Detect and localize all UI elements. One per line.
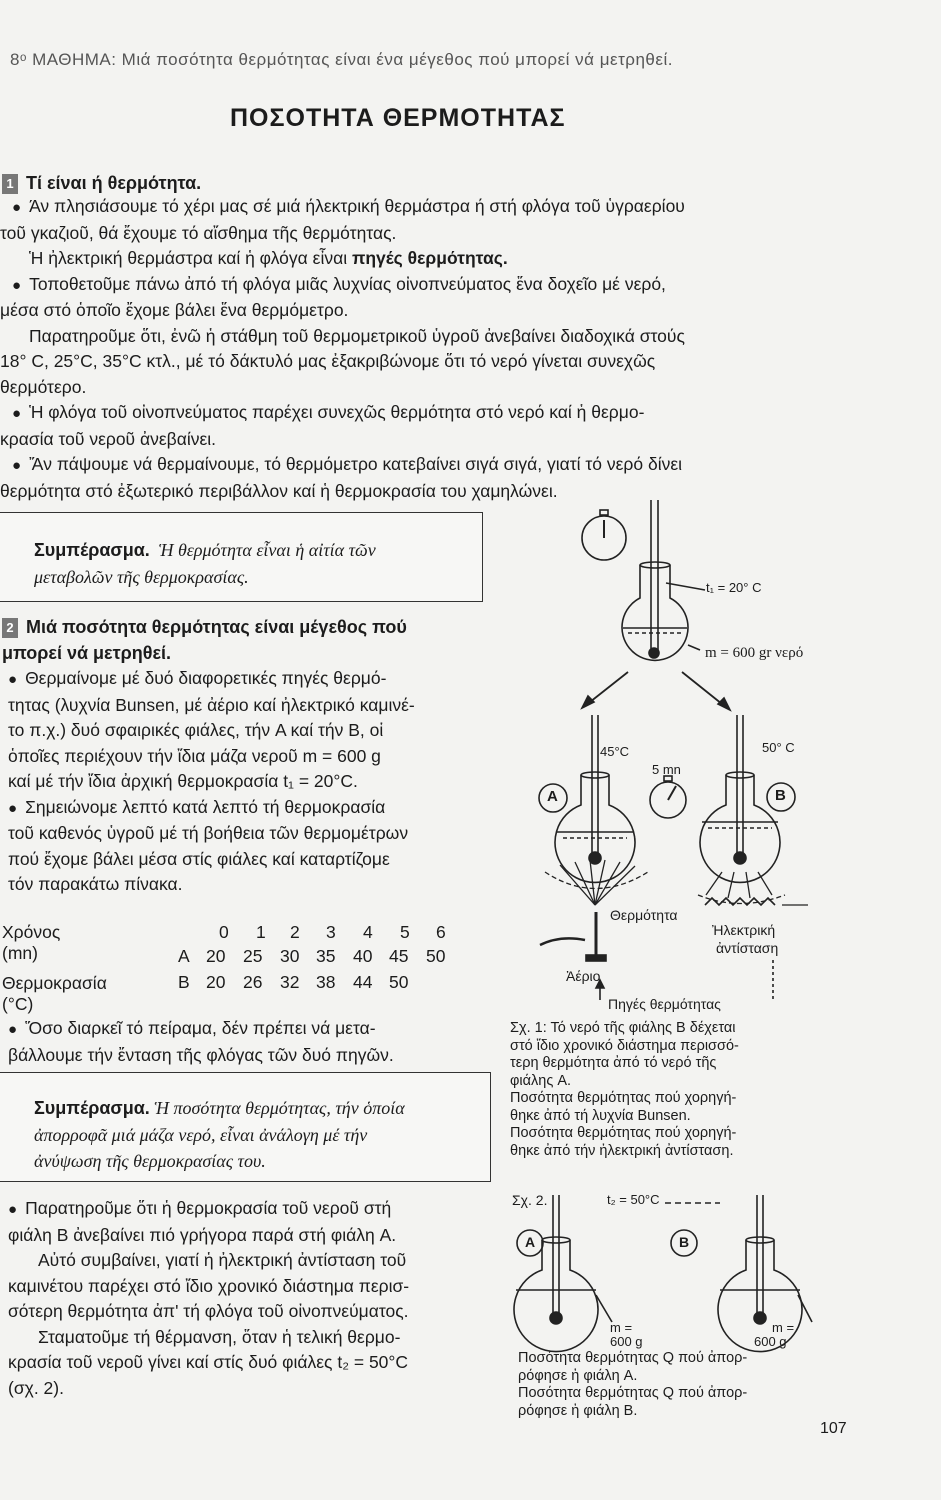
caption-line: Ποσότητα θερμότητας πού χορηγή- <box>510 1125 737 1141</box>
conclusion-label: Συμπέρασμα. <box>34 540 150 560</box>
section2-line: Ὅσο διαρκεῖ τό πείραμα, δέν πρέπει νά μετα- <box>25 1018 376 1038</box>
section2-line: Σταματοῦμε τή θέρμανση, ὅταν ἡ τελική θερμο- <box>38 1326 401 1347</box>
figure2-diagram <box>514 1195 812 1352</box>
row-a-cell: 35 <box>316 946 336 966</box>
conclusion-text: ἀπορροφᾶ μιά μάζα νερό, εἶναι ἀνάλογη μέ τήν <box>34 1125 368 1145</box>
section2-line: βάλλουμε τήν ἔνταση τῆς φλόγας τῶν δυό πηγῶν. <box>8 1044 394 1065</box>
caption-line: Ποσότητα θερμότητας Q πού ἀπορ- <box>518 1350 748 1366</box>
section1-line: θερμότερο. <box>0 376 87 397</box>
flask-b-badge-label: B <box>775 787 786 804</box>
caption-line: στό ἴδιο χρονικό διάστημα περισσό- <box>510 1037 739 1054</box>
heat-sources-term: πηγές θερμότητας. <box>351 248 508 268</box>
bullet-icon: ● <box>12 457 22 474</box>
fig2-flask-b-label: B <box>679 1234 690 1250</box>
mass-label: m = 600 gr νερό <box>705 645 804 661</box>
section1-line: Ἄν πάψουμε νά θερμαίνουμε, τό θερμόμετρο κατεβαίνει σιγά σιγά, γιατί τό νερό δίνει <box>29 454 683 474</box>
row-b-cell: 20 <box>206 972 226 992</box>
heat-label: Θερμότητα <box>610 907 678 923</box>
section1-heading-text: Τί είναι ή θερμότητα. <box>26 173 202 193</box>
arrowhead-icon <box>718 698 730 710</box>
section1-line: Άν πλησιάσουμε τό χέρι μας σέ μιά ήλεκτρική θερμάστρα ή στή φλόγα τοῦ ὑγραερίου <box>29 196 685 216</box>
mass-leader <box>688 645 700 650</box>
fig2-label: Σχ. 2. <box>512 1192 548 1208</box>
conclusion-text: Ἡ θερμότητα εἶναι ἡ αἰτία τῶν <box>158 540 376 560</box>
conclusion-label: Συμπέρασμα. <box>34 1098 150 1118</box>
time-cell: 4 <box>363 922 373 942</box>
arrowhead-icon <box>582 696 594 708</box>
conclusion-text: μεταβολῶν τῆς θερμοκρασίας. <box>34 567 249 587</box>
section1-line: Παρατηροῦμε ὅτι, ἐνῶ ἡ στάθμη τοῦ θερμομετρικοῦ ὑγροῦ ἀνεβαίνει διαδοχικά στούς <box>29 325 685 346</box>
section1-number: 1 <box>2 174 18 194</box>
section2-number: 2 <box>2 618 18 638</box>
lesson-header: 8ᵒ ΜΑΘΗΜΑ: Μιά ποσότητα θερμότητας είναι ένα μέγεθος πού μπορεί νά μετρηθεί. <box>10 50 673 69</box>
row-a-cell: 25 <box>243 946 263 966</box>
flask-top-icon <box>622 500 688 660</box>
flask-b-temp: 50° C <box>762 740 795 755</box>
section1-line: θερμότητα στό ἐξωτερικό περιβάλλον καί ἡ θερμοκρασία του χαμηλώνει. <box>0 480 558 501</box>
fig2-mass-b-2: 600 g <box>754 1334 787 1349</box>
row-b-cell: 26 <box>243 972 263 992</box>
time-cell: 0 <box>219 922 229 942</box>
bullet-icon: ● <box>12 405 22 422</box>
section2-line: καί μέ τήν ἴδια ἀρχική θερμοκρασία t₁ = 20°C. <box>8 771 358 791</box>
caption-line: θηκε ἀπό τήν ἠλεκτρική ἀντίσταση. <box>510 1142 734 1159</box>
caption-line: Σχ. 1: Τό νερό τῆς φιάλης B δέχεται <box>510 1020 736 1036</box>
bullet-icon: ● <box>8 799 18 817</box>
row-b-cell: 50 <box>389 972 409 992</box>
t1-leader <box>666 583 705 590</box>
row-a-cell: 30 <box>280 946 300 966</box>
bullet-icon: ● <box>8 671 18 688</box>
row-a-cell: 45 <box>389 946 409 966</box>
time-cell: 1 <box>256 922 266 942</box>
row-b-cell: 32 <box>280 972 300 992</box>
row-a-cell: 50 <box>426 946 446 966</box>
caption-line: θηκε ἀπό τή λυχνία Bunsen. <box>510 1107 691 1124</box>
caption-line: ρόφησε ἡ φιάλη A. <box>518 1367 638 1384</box>
bullet-icon: ● <box>12 199 22 216</box>
fig2-mass-a-1: m = <box>610 1320 633 1335</box>
flask-a-temp: 45°C <box>600 744 630 759</box>
time-cell: 2 <box>290 922 300 942</box>
caption-line: Ποσότητα θερμότητας πού χορηγή- <box>510 1090 737 1106</box>
section2-line: κρασία τοῦ νεροῦ γίνει καί στίς δυό φιάλες t₂ = 50°C <box>8 1352 409 1372</box>
row-a-label: A <box>178 946 190 966</box>
time-cell: 5 <box>400 922 410 942</box>
section2-line: ὁποῖες περιέχουν τήν ἴδια μάζα νεροῦ m = 600 g <box>8 745 381 766</box>
section1-line: τοῦ γκαζιοῦ, θά ἔχουμε τό αἴσθημα τῆς θερμότητας. <box>0 222 397 243</box>
stopwatch-crown <box>600 510 608 515</box>
section2-line: (σχ. 2). <box>8 1377 64 1398</box>
arrow-right-icon <box>682 672 722 704</box>
page-title: ΠΟΣΟΤΗΤΑ ΘΕΡΜΟΤΗΤΑΣ <box>230 104 566 132</box>
section2-heading-text: Μιά ποσότητα θερμότητας είναι μέγεθος πού <box>26 617 407 637</box>
section1-line: μέσα στό ὁποῖο ἔχομε βάλει ἕνα θερμόμετρο. <box>0 300 349 320</box>
row-b-label: B <box>178 972 190 992</box>
fig2-mass-b-1: m = <box>772 1320 795 1335</box>
caption-line: ρόφησε ἡ φιάλη B. <box>518 1402 638 1419</box>
resistance-heat-arrows-icon <box>698 872 808 905</box>
resistance-label-2: ἀντίσταση <box>716 940 779 956</box>
bullet-icon: ● <box>8 1021 18 1038</box>
section2-line: Παρατηροῦμε ὅτι ἡ θερμοκρασία τοῦ νεροῦ στή <box>25 1198 392 1218</box>
fig2-flask-a-icon <box>514 1195 598 1352</box>
section2-line: Αὐτό συμβαίνει, γιατί ἡ ἠλεκτρική ἀντίσταση τοῦ <box>38 1250 407 1270</box>
section2-line: τητας (λυχνία Bunsen, μέ ἀέριο καί ἠλεκτρικό καμινέ- <box>8 694 415 715</box>
figure2-caption <box>518 1350 828 1420</box>
section1-line: Ἡ φλόγα τοῦ οἰνοπνεύματος παρέχει συνεχῶς θερμότητα στό νερό καί ἡ θερμο- <box>29 402 645 422</box>
time-label: Χρόνος (mn) <box>2 922 61 963</box>
caption-line: Ποσότητα θερμότητας Q πού ἀπορ- <box>518 1385 748 1401</box>
section1-line: κρασία τοῦ νεροῦ ἀνεβαίνει. <box>0 428 217 449</box>
flask-a-badge-label: A <box>547 788 558 805</box>
section2-line: πού ἔχομε βάλει μέσα στίς φιάλες καί καταρτίζομε <box>8 848 390 869</box>
row-b-cell: 44 <box>353 972 373 992</box>
section2-heading-text: μπορεί νά μετρηθεί. <box>2 643 172 663</box>
section2-line: φιάλη B ἀνεβαίνει πιό γρήγορα παρά στή φιάλη A. <box>8 1224 397 1245</box>
time-label-5mn: 5 mn <box>652 762 681 777</box>
fig2-flask-a-label: A <box>525 1234 536 1250</box>
fig2-mass-a-2: 600 g <box>610 1334 643 1349</box>
section2-line: τοῦ καθενός ὑγροῦ μέ τή βοήθεια τῶν θερμομέτρων <box>8 823 409 843</box>
bullet-icon: ● <box>8 1201 18 1218</box>
temp-label: Θερμοκρασία (°C) <box>2 973 107 1014</box>
caption-line: φιάλης A. <box>510 1072 572 1089</box>
t2-label: t₂ = 50°C <box>607 1192 660 1207</box>
caption-line: τερη θερμότητα ἀπό τό νερό τῆς <box>510 1055 717 1071</box>
arrow-left-icon <box>590 672 628 702</box>
time-cell: 3 <box>326 922 336 942</box>
figure1-caption <box>510 1020 830 1160</box>
section2-line: Σημειώνομε λεπτό κατά λεπτό τή θερμοκρασία <box>25 796 386 817</box>
section2-line: σότερη θερμότητα ἀπ' τή φλόγα τοῦ οἰνοπνεύματος. <box>8 1301 409 1321</box>
section2-line: Θερμαίνομε μέ δυό διαφορετικές πηγές θερμό- <box>25 668 387 688</box>
time-cell: 6 <box>436 922 446 942</box>
t1-label: t₁ = 20° C <box>706 580 762 595</box>
gas-burner-icon <box>540 912 606 961</box>
section1-line: 18° C, 25°C, 35°C κτλ., μέ τό δάκτυλό μας ἐξακριβώνομε ὅτι τό νερό γίνεται συνεχῶς <box>0 351 656 371</box>
conclusion-text: ἀνύψωση τῆς θερμοκρασίας του. <box>34 1151 266 1171</box>
section2-line: καμινέτου παρέχει στό ἴδιο χρονικό διάστημα περισ- <box>8 1275 410 1296</box>
row-b-cell: 38 <box>316 972 336 992</box>
section2-line: το π.χ.) δυό σφαιρικές φιάλες, τήν A καί τήν B, οἱ <box>8 720 384 740</box>
gas-label: Ἀέριο <box>566 968 601 984</box>
sources-label: Πηγές θερμότητας <box>608 996 721 1012</box>
section2-line: τόν παρακάτω πίνακα. <box>8 874 183 894</box>
section1-line: Τοποθετοῦμε πάνω ἀπό τή φλόγα μιᾶς λυχνίας οἰνοπνεύματος ἕνα δοχεῖο μέ νερό, <box>29 273 666 294</box>
conclusion-text: Ἡ ποσότητα θερμότητας, τήν ὁποία <box>154 1098 405 1118</box>
resistance-label-1: Ἠλεκτρική <box>712 922 776 938</box>
row-a-cell: 40 <box>353 946 373 966</box>
bullet-icon: ● <box>12 276 22 294</box>
page-number: 107 <box>820 1420 847 1437</box>
section1-line: Ἡ ἠλεκτρική θερμάστρα καί ἡ φλόγα εἶναι <box>29 248 348 268</box>
row-a-cell: 20 <box>206 946 226 966</box>
